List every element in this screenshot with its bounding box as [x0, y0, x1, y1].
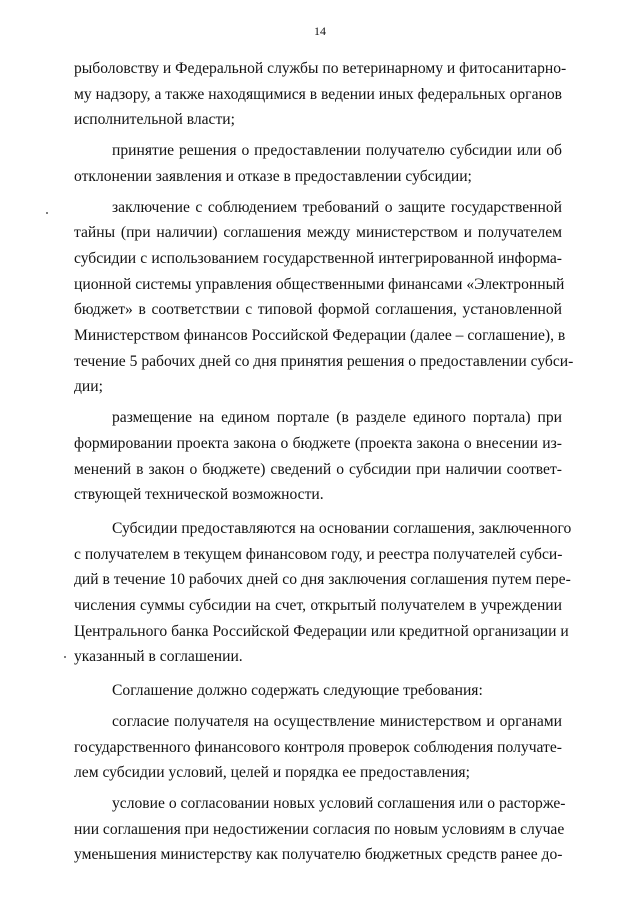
paragraph-1 [74, 56, 567, 133]
paragraph-7 [74, 709, 562, 786]
text-line: течение 5 рабочих дней со дня принятия решения о предоставлении субси- [74, 352, 574, 370]
text-line: формировании проекта закона о бюджете (проекта закона о внесении из- [74, 434, 562, 452]
text-line: тайны (при наличии) соглашения между министерством и получателем [74, 224, 562, 242]
text-line: Субсидии предоставляются на основании соглашения, заключенного [112, 519, 572, 537]
text-line: заключение с соблюдением требований о защите государственной [112, 198, 562, 216]
text-line: Центрального банка Российской Федерации или кредитной организации и [74, 622, 569, 640]
paragraph-5 [74, 516, 572, 670]
paragraph-6 [74, 678, 562, 704]
scan-speck [46, 212, 48, 214]
text-line: государственного финансового контроля проверок соблюдения получате- [74, 738, 562, 756]
text-line: Министерством финансов Российской Федерации (далее – соглашение), в [74, 327, 566, 345]
paragraph-3 [74, 195, 574, 401]
text-line: размещение на едином портале (в разделе единого портала) при [112, 409, 562, 427]
text-line: согласие получателя на осуществление министерством и органами [112, 712, 562, 730]
paragraph-2 [74, 138, 562, 189]
text-line: указанный в соглашении. [74, 648, 243, 666]
text-line: дии; [74, 378, 103, 396]
document-body [74, 56, 574, 868]
paragraph-8 [74, 791, 566, 868]
text-line: уменьшения министерству как получателю бюджетных средств ранее до- [74, 846, 563, 864]
text-line: условие о согласовании новых условий соглашения или о расторже- [112, 794, 566, 812]
text-line: Соглашение должно содержать следующие требования: [112, 682, 483, 700]
text-line: числения суммы субсидии на счет, открытый получателем в учреждении [74, 597, 562, 615]
text-line: му надзору, а также находящимися в ведении иных федеральных органов [74, 85, 562, 103]
text-line: отклонении заявления и отказе в предоставлении субсидии; [74, 167, 472, 185]
text-line: менений в закон о бюджете) сведений о субсидии при наличии соответ- [74, 460, 562, 478]
text-line: исполнительной власти; [74, 111, 235, 129]
scan-speck [64, 656, 66, 658]
text-line: рыболовству и Федеральной службы по ветеринарному и фитосанитарно- [74, 60, 567, 77]
text-line: ционной системы управления общественными финансами «Электронный [74, 275, 565, 293]
text-line: нии соглашения при недостижении согласия по новым условиям в случае [74, 820, 565, 838]
text-line: бюджет» в соответствии с типовой формой соглашения, установленной [74, 301, 562, 319]
text-line: лем субсидии условий, целей и порядка ее предоставления; [74, 764, 470, 782]
text-line: дий в течение 10 рабочих дней со дня заключения соглашения путем пере- [74, 571, 571, 589]
text-line: ствующей технической возможности. [74, 486, 324, 504]
text-line: с получателем в текущем финансовом году, и реестра получателей субси- [74, 545, 563, 563]
text-line: субсидии с использованием государственной интегрированной информа- [74, 249, 562, 267]
text-line: принятие решения о предоставлении получателю субсидии или об [112, 142, 562, 160]
page-number: 14 [314, 24, 326, 38]
paragraph-4 [74, 405, 562, 508]
